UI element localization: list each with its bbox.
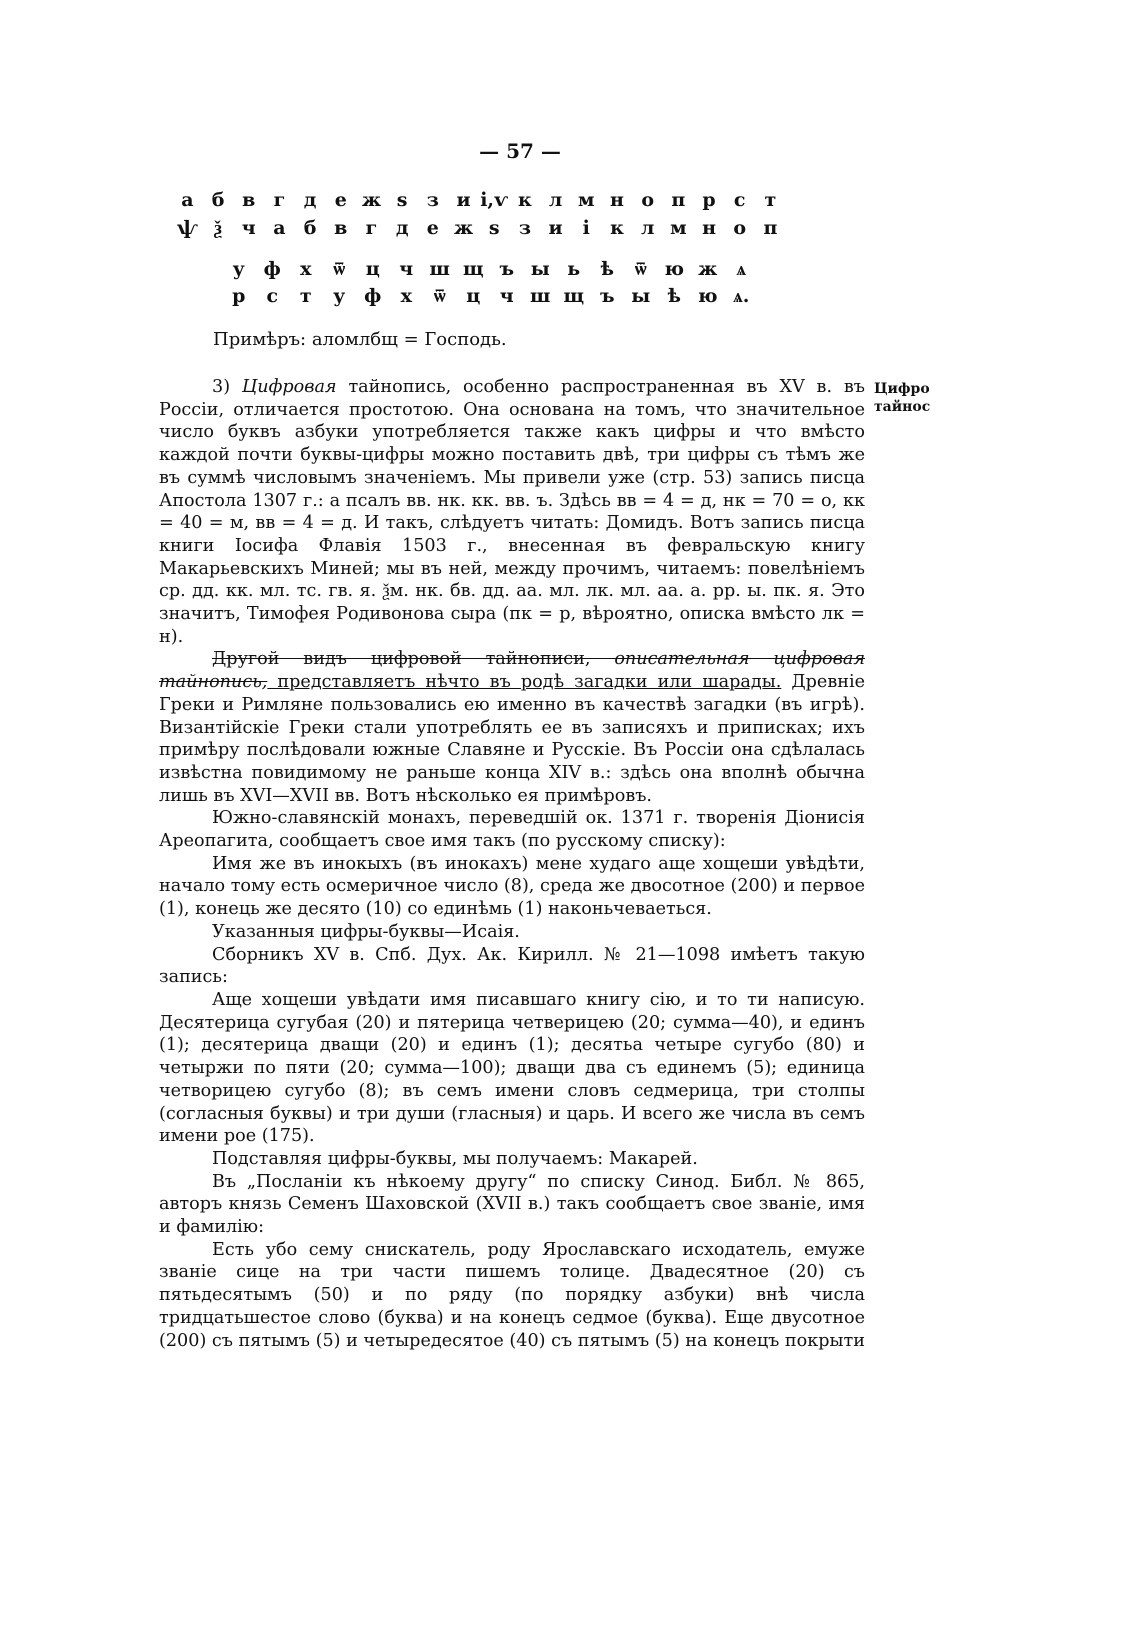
quote-paragraph: Аще хощеши увѣдати имя писавшаго книгу сію, и то ти написую. Десятерица сугубая (20) и пятерица четверицею (20; сумма—40), и единъ (1); десятерица дващи (20) и единъ (1); десятьа четыре сугубо (80) и четыржи по пяти (20; сумма—100); дващи два съ единемъ (5); единица четворицею сугубо (8); въ семъ имени словъ седмерица, три столпы (согласныя буквы) и три души (гласныя) и царь. И всего же числа въ семъ имени рое (175). [159, 989, 865, 1147]
cipher-letter: о [641, 189, 654, 211]
paragraph-text: тайнопись, особенно распространенная въ XV в. въ Россіи, отличается простотою. Она основана на томъ, что значительное число буквъ азбуки употребляется также какъ цифры и что вмѣсто каждой почти буквы-цифры можно поставить двѣ, три цифры съ тѣмъ же въ суммѣ числовымъ значеніемъ. Мы привели уже (стр. 53) запись писца Апостола 1307 г.: а псалъ вв. нк. кк. вв. ъ. Здѣсь вв = 4 = д, нк = 70 = о, кк = 40 = м, вв = 4 = д. И такъ, слѣдуетъ читать: Домидъ. Вотъ запись писца книги Іосифа Флавія 1503 г., внесенная въ февральскую книгу Макарьевскихъ Миней; мы въ ней, между прочимъ, читаемъ: повелѣніемъ ср. дд. кк. мл. тс. гв. я. ѯм. нк. бв. дд. аа. мл. лк. мл. аа. а. рр. ы. пк. я. Это значитъ, Тимофея Родивонова сыра (пк = р, вѣроятно, описка вмѣсто лк = н). [159, 377, 865, 647]
margin-note-line: Цифро [874, 381, 930, 397]
cipher-letter: ч [241, 217, 256, 239]
cipher-letter: т [299, 285, 312, 307]
cipher-letter: в [242, 189, 256, 211]
cipher-letter: е [334, 189, 347, 211]
cipher-letter: а [181, 189, 194, 211]
cipher-letter: і [582, 217, 590, 239]
cipher-letter: ѿ [333, 258, 346, 280]
cipher-letter: ъ [499, 258, 515, 280]
cipher-letter: ф [263, 258, 281, 280]
paragraph-text: Древніе Греки и Римляне пользовались ею именно въ качествѣ загадки (въ игрѣ). Византійскіе Греки стали употреблять ее въ записяхъ и приписках; ихъ примѣру послѣдовали южные Славяне и Русскіе. Въ Россіи она сдѣлалась извѣстна повидимому не раньше конца XIV в.: здѣсь она вполнѣ обычна лишь въ XVI—XVII вв. Вотъ нѣсколько ея примѣровъ. [159, 672, 866, 806]
cipher-letter: ш [530, 285, 551, 307]
margin-note [874, 380, 930, 416]
cipher-letter: ю [698, 285, 718, 307]
cipher-letter: ѕ [396, 189, 408, 211]
cipher-letter: у [333, 285, 346, 307]
cipher-letter: в [334, 217, 348, 239]
cipher-letter: и [456, 189, 471, 211]
cipher-letter: ѣ [667, 285, 681, 307]
paragraph: Указанныя цифры-буквы—Исаія. [212, 921, 520, 942]
cipher-letter: р [232, 285, 246, 307]
cipher-letter: с [266, 285, 279, 307]
cipher-letter: ф [364, 285, 382, 307]
cipher-letter: ц [365, 258, 380, 280]
cipher-letter: у [232, 258, 245, 280]
underlined-text: представляетъ нѣчто въ родѣ загадки или шарады. [267, 672, 782, 693]
body-text [159, 376, 865, 1352]
cipher-letter: ю [664, 258, 684, 280]
cipher-letter: з [426, 189, 439, 211]
cipher-letter: д [395, 217, 409, 239]
paragraph: Въ „Посланіи къ нѣкоему другу“ по списку Синод. Библ. № 865, авторъ князь Семенъ Шаховской (XVII в.) такъ сообщаетъ свое званіе, имя и фамилію: [159, 1171, 865, 1238]
cipher-letter: о [733, 217, 747, 239]
cipher-letter: м [578, 189, 595, 211]
margin-note-line: тайнос [874, 399, 931, 415]
cipher-letter: п [671, 189, 686, 211]
paragraph: Подставляя цифры-буквы, мы получаемъ: Макарей. [212, 1148, 698, 1169]
cipher-row-plain-1 [172, 189, 786, 211]
paragraph-descriptive-cipher [159, 648, 865, 807]
page-number: — 57 — [479, 139, 561, 163]
cipher-letter: щ [462, 258, 484, 280]
term-italic: описательная цифровая тайнопись, [159, 649, 865, 693]
term-italic: Цифровая [241, 377, 337, 397]
cipher-example: Примѣръ: аломлбщ = Господь. [213, 329, 507, 350]
cipher-letter: т [764, 189, 777, 211]
cipher-letter: н [702, 217, 716, 239]
cipher-letter: ч [499, 285, 514, 307]
cipher-letter: а [273, 217, 286, 239]
cipher-letter: к [610, 217, 624, 239]
cipher-letter: х [300, 258, 312, 280]
item-label: 3) [212, 377, 242, 397]
cipher-letter: з [518, 217, 531, 239]
cipher-letter: г [365, 217, 378, 239]
cipher-letter: п [763, 217, 778, 239]
cipher-letter: м [670, 217, 687, 239]
cipher-letter: н [610, 189, 624, 211]
cipher-letter: с [733, 189, 746, 211]
paragraph-digital-cipher [159, 376, 865, 648]
cipher-letter: ы [530, 258, 550, 280]
cipher-letter: ч [399, 258, 414, 280]
cipher-letter: р [702, 189, 716, 211]
paragraph: Южно-славянскій монахъ, переведшій ок. 1371 г. творенія Діонисія Ареопагита, сообщаетъ свое имя такъ (по русскому списку): [159, 808, 865, 852]
cipher-letter: ѯ [214, 217, 222, 239]
cipher-row-plain-2 [222, 258, 758, 281]
cipher-letter: б [303, 217, 317, 239]
cipher-letter: е [426, 217, 439, 239]
paragraph: Сборникъ XV в. Спб. Дух. Ак. Кирилл. № 21—1098 имѣетъ такую запись: [159, 944, 865, 988]
cipher-letter: ъ [599, 285, 615, 307]
cipher-letter: ѧ. [733, 285, 750, 307]
cipher-letter: л [640, 217, 655, 239]
cipher-row-code-2 [222, 285, 758, 308]
cipher-letter: ѣ [600, 258, 614, 280]
quote-paragraph: Есть убо сему снискатель, роду Ярославскаго исходатель, емуже званіе сице на три части пишемъ толице. Двадесятное (20) съ пятьдесятымъ (50) и по ряду (по порядку азбуки) внѣ числа тридцатьшестое слово (буква) и на конецъ седмое (буква). Еще двусотное (200) съ пятымъ (5) и четыредесятое (40) съ пятымъ (5) на конецъ покрыти [159, 1239, 865, 1351]
cipher-letter: ж [361, 189, 382, 211]
cipher-letter: ѕ [488, 217, 500, 239]
cipher-letter: ѱ [176, 217, 198, 239]
quote-paragraph: Имя же въ инокыхъ (въ инокахъ) мене худаго аще хощеши увѣдѣти, начало тому есть осмеричное число (8), среда же двосотное (200) и первое (1), конець же десято (10) со единѣмь (1) наконьчеваеться. [159, 853, 865, 920]
cipher-letter: і,ѵ [480, 189, 509, 211]
cipher-letter: к [518, 189, 532, 211]
cipher-letter: ш [429, 258, 450, 280]
cipher-letter: ь [567, 258, 581, 280]
cipher-letter: ц [466, 285, 481, 307]
cipher-letter: ж [698, 258, 718, 280]
cipher-letter: д [303, 189, 317, 211]
cipher-row-code-1 [172, 217, 786, 240]
cipher-letter: ѿ [634, 258, 647, 280]
cipher-letter: и [548, 217, 563, 239]
cipher-letter: ѧ [736, 258, 746, 280]
cipher-letter: х [400, 285, 412, 307]
cipher-letter: г [273, 189, 286, 211]
cipher-letter: ж [453, 217, 474, 239]
cipher-letter: щ [563, 285, 585, 307]
cipher-letter: ѿ [433, 285, 446, 307]
cipher-letter: б [211, 189, 225, 211]
struck-text: Другой видъ цифровой тайнописи, [212, 649, 591, 670]
cipher-letter: ы [631, 285, 651, 307]
cipher-letter: л [548, 189, 563, 211]
